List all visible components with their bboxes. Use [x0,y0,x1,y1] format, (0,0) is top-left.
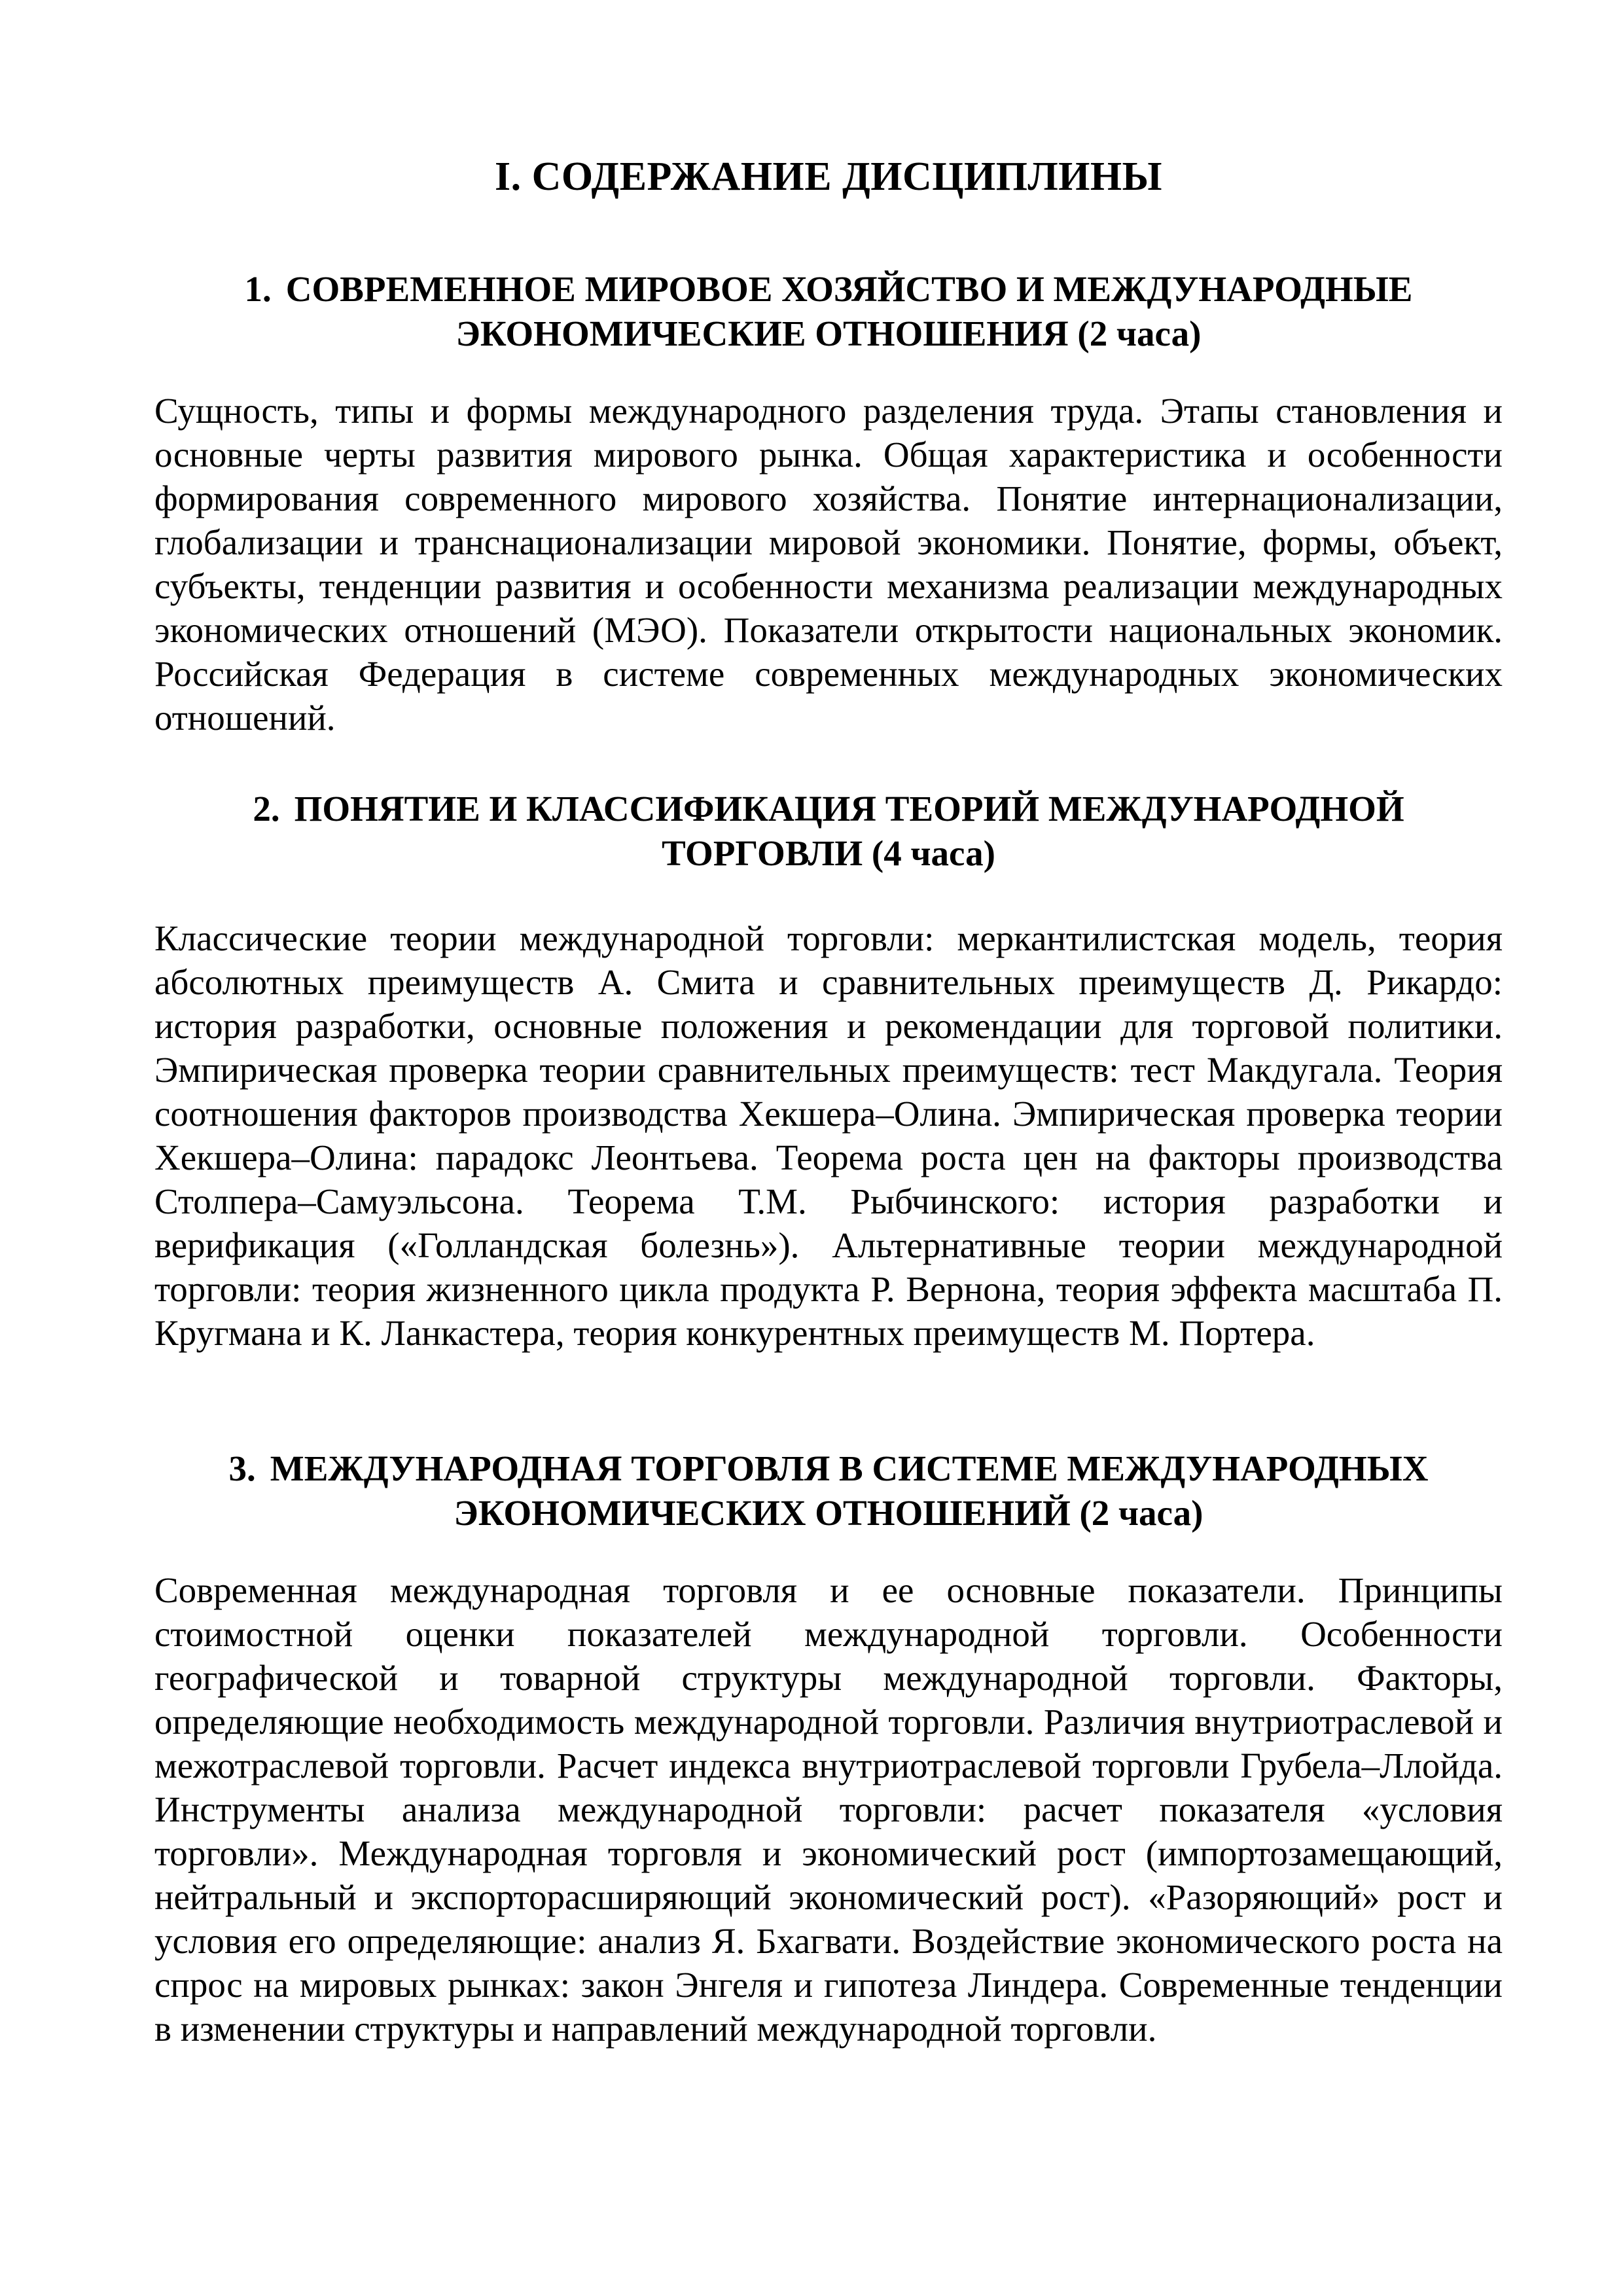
section-1-heading-line1: СОВРЕМЕННОЕ МИРОВОЕ ХОЗЯЙСТВО И МЕЖДУНАРОДНЫЕ [285,269,1413,309]
section-3-body: Современная международная торговля и ее основные показатели. Принципы стоимостной оценки показателей международной торговли. Особенности географической и товарной структуры международной торговли. Факторы, определяющие необходимость международной торговли. Различия внутриотраслевой и межотраслевой торговли. Расчет индекса внутриотраслевой торговли Грубела–Ллойда. Инструменты анализа международной торговли: расчет показателя «условия торговли». Международная торговля и экономический рост (импортозамещающий, нейтральный и экспорторасширяющий экономический рост). «Разоряющий» рост и условия его определяющие: анализ Я. Бхагвати. Воздействие экономического роста на спрос на мировых рынках: закон Энгеля и гипотеза Линдера. Современные тенденции в изменении структуры и направлений международной торговли. [154,1570,1503,2049]
section-1-heading-line2: ЭКОНОМИЧЕСКИЕ ОТНОШЕНИЯ (2 часа) [455,314,1202,353]
section-2-number: 2. [253,789,280,829]
document-content [154,151,1503,2051]
section-1-body: Сущность, типы и формы международного разделения труда. Этапы становления и основные черты развития мирового рынка. Общая характеристика и особенности формирования современного мирового хозяйства. Понятие интернационализации, глобализации и транснационализации мировой экономики. Понятие, формы, объект, субъекты, тенденции развития и особенности механизма реализации международных экономических отношений (МЭО). Показатели открытости национальных экономик. Российская Федерация в системе современных международных экономических отношений. [154,391,1503,738]
document-title: I. СОДЕРЖАНИЕ ДИСЦИПЛИНЫ [495,154,1162,199]
section-1-heading [154,267,1503,356]
section-2-heading-line2: ТОРГОВЛИ (4 часа) [662,833,995,873]
section-2-heading-line1: ПОНЯТИЕ И КЛАССИФИКАЦИЯ ТЕОРИЙ МЕЖДУНАРОДНОЙ [294,789,1404,829]
section-2-heading [154,787,1503,876]
section-1-number: 1. [244,269,272,309]
section-3-number: 3. [228,1448,256,1488]
section-3-heading [154,1446,1503,1535]
section-2-body: Классические теории международной торговли: меркантилистская модель, теория абсолютных преимуществ А. Смита и сравнительных преимуществ Д. Рикардо: история разработки, основные положения и рекомендации для торговой политики. Эмпирическая проверка теории сравнительных преимуществ: тест Макдугала. Теория соотношения факторов производства Хекшера–Олина. Эмпирическая проверка теории Хекшера–Олина: парадокс Леонтьева. Теорема роста цен на факторы производства Столпера–Самуэльсона. Теорема Т.М. Рыбчинского: история разработки и верификация («Голландская болезнь»). Альтернативные теории международной торговли: теория жизненного цикла продукта Р. Вернона, теория эффекта масштаба П. Кругмана и К. Ланкастера, теория конкурентных преимуществ М. Портера. [154,918,1503,1353]
section-3-heading-line1: МЕЖДУНАРОДНАЯ ТОРГОВЛЯ В СИСТЕМЕ МЕЖДУНАРОДНЫХ [270,1448,1429,1488]
section-3-heading-line2: ЭКОНОМИЧЕСКИХ ОТНОШЕНИЙ (2 часа) [454,1493,1204,1533]
